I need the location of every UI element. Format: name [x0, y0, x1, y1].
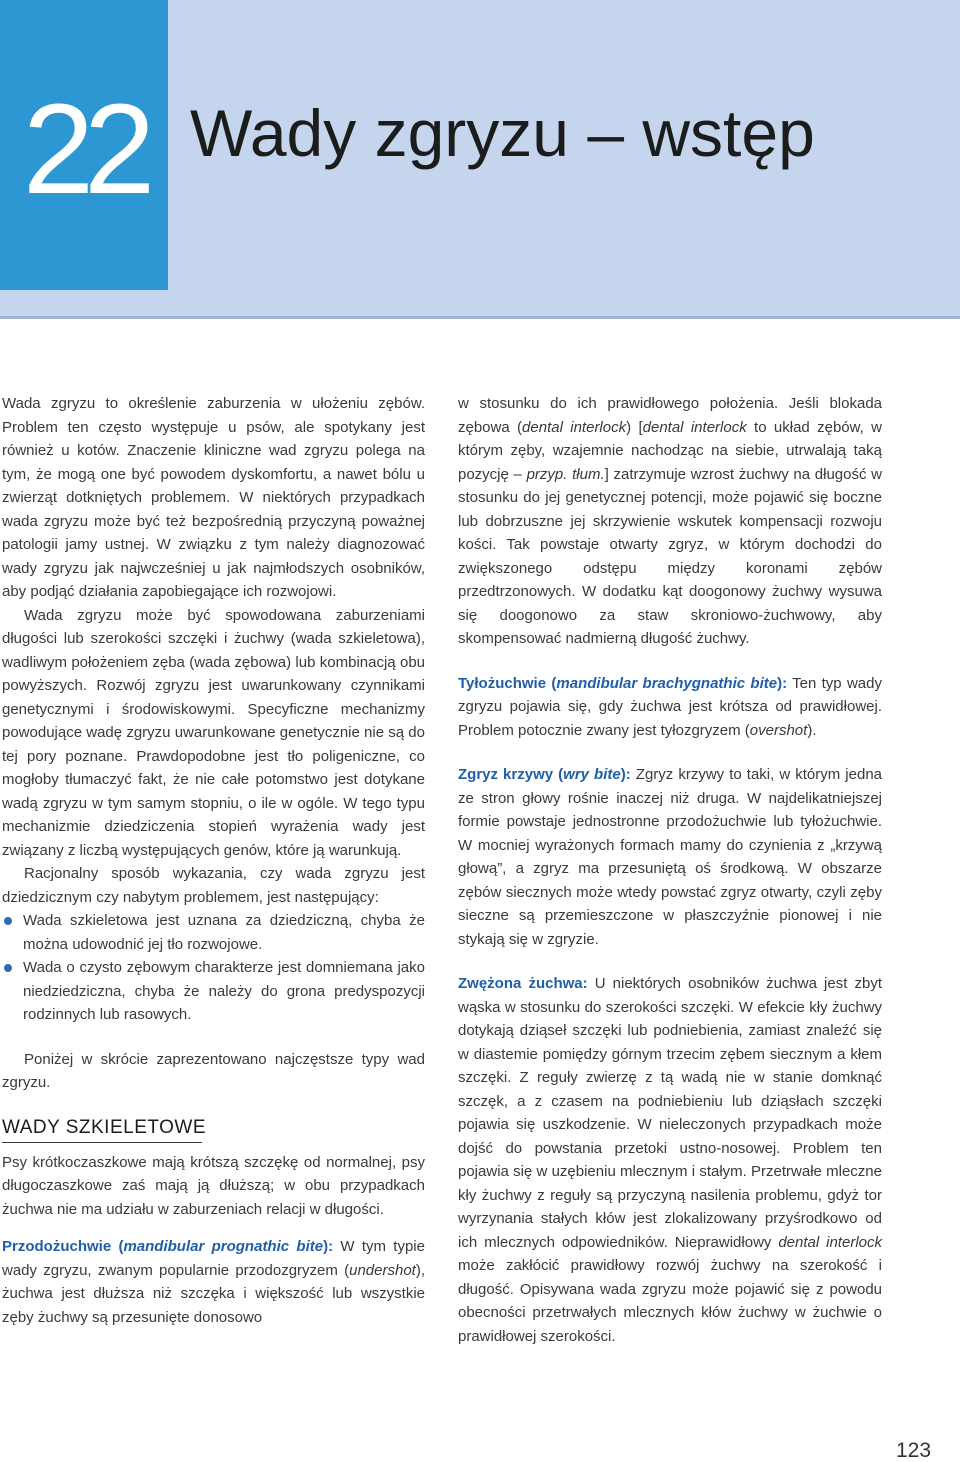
term-brachygnathic: Tyłożuchwie (mandibular brachygnathic bite): — [458, 674, 788, 692]
intro-paragraph-2: Wada zgryzu może być spowodowana zaburzeniami długości lub szerokości szczęki i żuchwy (wada szkieletowa), wadliwym położeniem zęba (wada zębowa) lub kombinacją obu powyższych. Rozwój zgryzu jest uwarunkowany czynnikami genetycznymi i środowiskowymi. Specyficzne mechanizmy powodujące wadę zgryzu uwarunkowane genetycznie nie są do tej pory poznane. Prawdopodobne jest tło poligeniczne, co mogłoby tłumaczyć fakt, że nie całe potomstwo jest dotykane wadą zgryzu w tym samym stopniu, o ile w ogóle. W tego typu mechanizmie dziedziczenia stopień wyrażenia wady jest związany z liczbą występujących genów, które ją warunkują. — [2, 606, 425, 859]
bullet-dot-icon — [4, 964, 12, 972]
continuation-paragraph: w stosunku do ich prawidłowego położenia. Jeśli blokada zębowa (dental interlock) [dental interlock to układ zębów, w którym zęby, wzajemnie nachodząc na siebie, utrwalają taką pozycję – przyp. tłum.] zatrzymuje wzrost żuchwy na długość w stosunku do jej genetycznej potencji, może pojawić się boczne lub dobrzuszne jej skrzywienie wskutek kompensacji rozwoju kości. Tak powstaje otwarty zgryz, w którym dochodzi do zwiększonego odstępu między koronami zębów przedtrzonowych. W dodatku kąt doogonowy żuchwy wysuwa się doogonowo za staw skroniowo-żuchwowy, aby skompensować nadmierną długość żuchwy. — [458, 395, 882, 647]
page-number: 123 — [896, 1439, 932, 1462]
list-item: Wada szkieletowa jest uznana za dziedziczną, chyba że można udowodnić jej tło rozwojowe. — [2, 909, 425, 956]
skeletal-paragraph: Psy krótkoczaszkowe mają krótszą szczękę od normalnej, psy długoczaszkowe zaś mają ją dłuższą; w obu przypadkach żuchwa nie ma udziału w zaburzeniach relacji w długości. — [2, 1153, 425, 1218]
prognathic-paragraph: Przodożuchwie (mandibular prognathic bite): W tym typie wady zgryzu, zwanym popularnie przodozgryzem (undershot), żuchwa jest dłuższa niż szczęka i większość lub wszystkie zęby żuchwy są przesunięte donosowo — [2, 1238, 425, 1326]
chapter-number-box — [0, 0, 168, 290]
left-column — [2, 392, 425, 1329]
narrow-mandible-paragraph: Zwężona żuchwa: U niektórych osobników żuchwa jest zbyt wąska w stosunku do szerokości szczęki. W efekcie kły żuchwy dotykają dziąseł szczęki lub podniebienia, zamiast znaleźć się w diastemie pomiędzy górnym trzecim zębem siecznym a kłem szczęki. Z reguły zwierzę z tą wadą nie w stanie domknąć szczęk, a z czasem na podniebieniu lub dziąsłach szczęki pojawia się uszkodzenie. W nieleczonych przypadkach może dojść do powstania przetoki ustno-nosowej. Problem ten pojawia się w uzębieniu mlecznym i stałym. Przetrwałe mleczne kły żuchwy z reguły są przyczyną nasilenia problemu, gdyż tor wyrzynania stałych kłów jest zlokalizowany przyśrodkowo od ich mlecznych odpowiedników. Nieprawidłowy dental interlock może zakłócić prawidłowy rozwój żuchwy na szerokość i długość. Opisywana wada zgryzu może pojawić się z powodu obecności przetrwałych mlecznych kłów żuchwy w żuchwie o prawidłowej szerokości. — [458, 975, 882, 1345]
term-prognathic: Przodożuchwie (mandibular prognathic bite): — [2, 1238, 334, 1255]
summary-paragraph: Poniżej w skrócie zaprezentowano najczęstsze typy wad zgryzu. — [2, 1050, 425, 1091]
chapter-number: 22 — [22, 78, 146, 221]
bullet-dot-icon — [4, 917, 12, 925]
right-column — [458, 392, 882, 1348]
intro-paragraph-3: Racjonalny sposób wykazania, czy wada zgryzu jest dziedzicznym czy nabytym problemem, jest następujący: — [2, 865, 425, 906]
wry-bite-paragraph: Zgryz krzywy (wry bite): Zgryz krzywy to taki, w którym jedna ze stron głowy rośnie inaczej niż druga. W najdelikatniejszej formie powstaje jednostronne przodożuchwie lub tyłożuchwie. W mocniej wyrażonych formach mamy do czynienia z „krzywą głową”, a zgryz ma przesuniętą oś środkową. W obszarze zębów siecznych może wtedy powstać zgryz otwarty, czyli zęby sieczne są przemieszczone w płaszczyźnie pionowej i nie stykają się w zgryzie. — [458, 766, 883, 948]
term-narrow-mandible: Zwężona żuchwa: — [458, 975, 588, 992]
section-heading-underline — [2, 1142, 202, 1143]
list-item: Wada o czysto zębowym charakterze jest domniemana jako niedziedziczna, chyba że należy do grona predyspozycji rodzinnych lub rasowych. — [2, 956, 425, 1027]
section-heading: WADY SZKIELETOWE — [2, 1116, 207, 1138]
header-divider — [0, 316, 960, 319]
term-wry-bite: Zgryz krzywy (wry bite): — [458, 766, 631, 783]
heredity-criteria-list — [2, 909, 425, 1027]
intro-paragraph-1: Wada zgryzu to określenie zaburzenia w ułożeniu zębów. Problem ten często występuje u psów, ale spotykany jest również u kotów. Znaczenie kliniczne wad zgryzu polega na tym, że mogą one być powodem dyskomfortu, a nawet bólu u zwierząt dotkniętych problemem. W niektórych przypadkach wada zgryzu może być też bezpośrednią przyczyną poważnej patologii jamy ustnej. W związku z tym należy diagnozować wady zgryzu jak najwcześniej u jak najmłodszych osobników, aby podjąć działania zapobiegające ich rozwojowi. — [2, 395, 425, 600]
chapter-title: Wady zgryzu – wstęp — [190, 96, 815, 170]
brachygnathic-paragraph: Tyłożuchwie (mandibular brachygnathic bite): Ten typ wady zgryzu pojawia się, gdy żuchwa jest krótsza od prawidłowej. Problem potocznie zwany jest tyłozgryzem (overshot). — [458, 674, 882, 739]
